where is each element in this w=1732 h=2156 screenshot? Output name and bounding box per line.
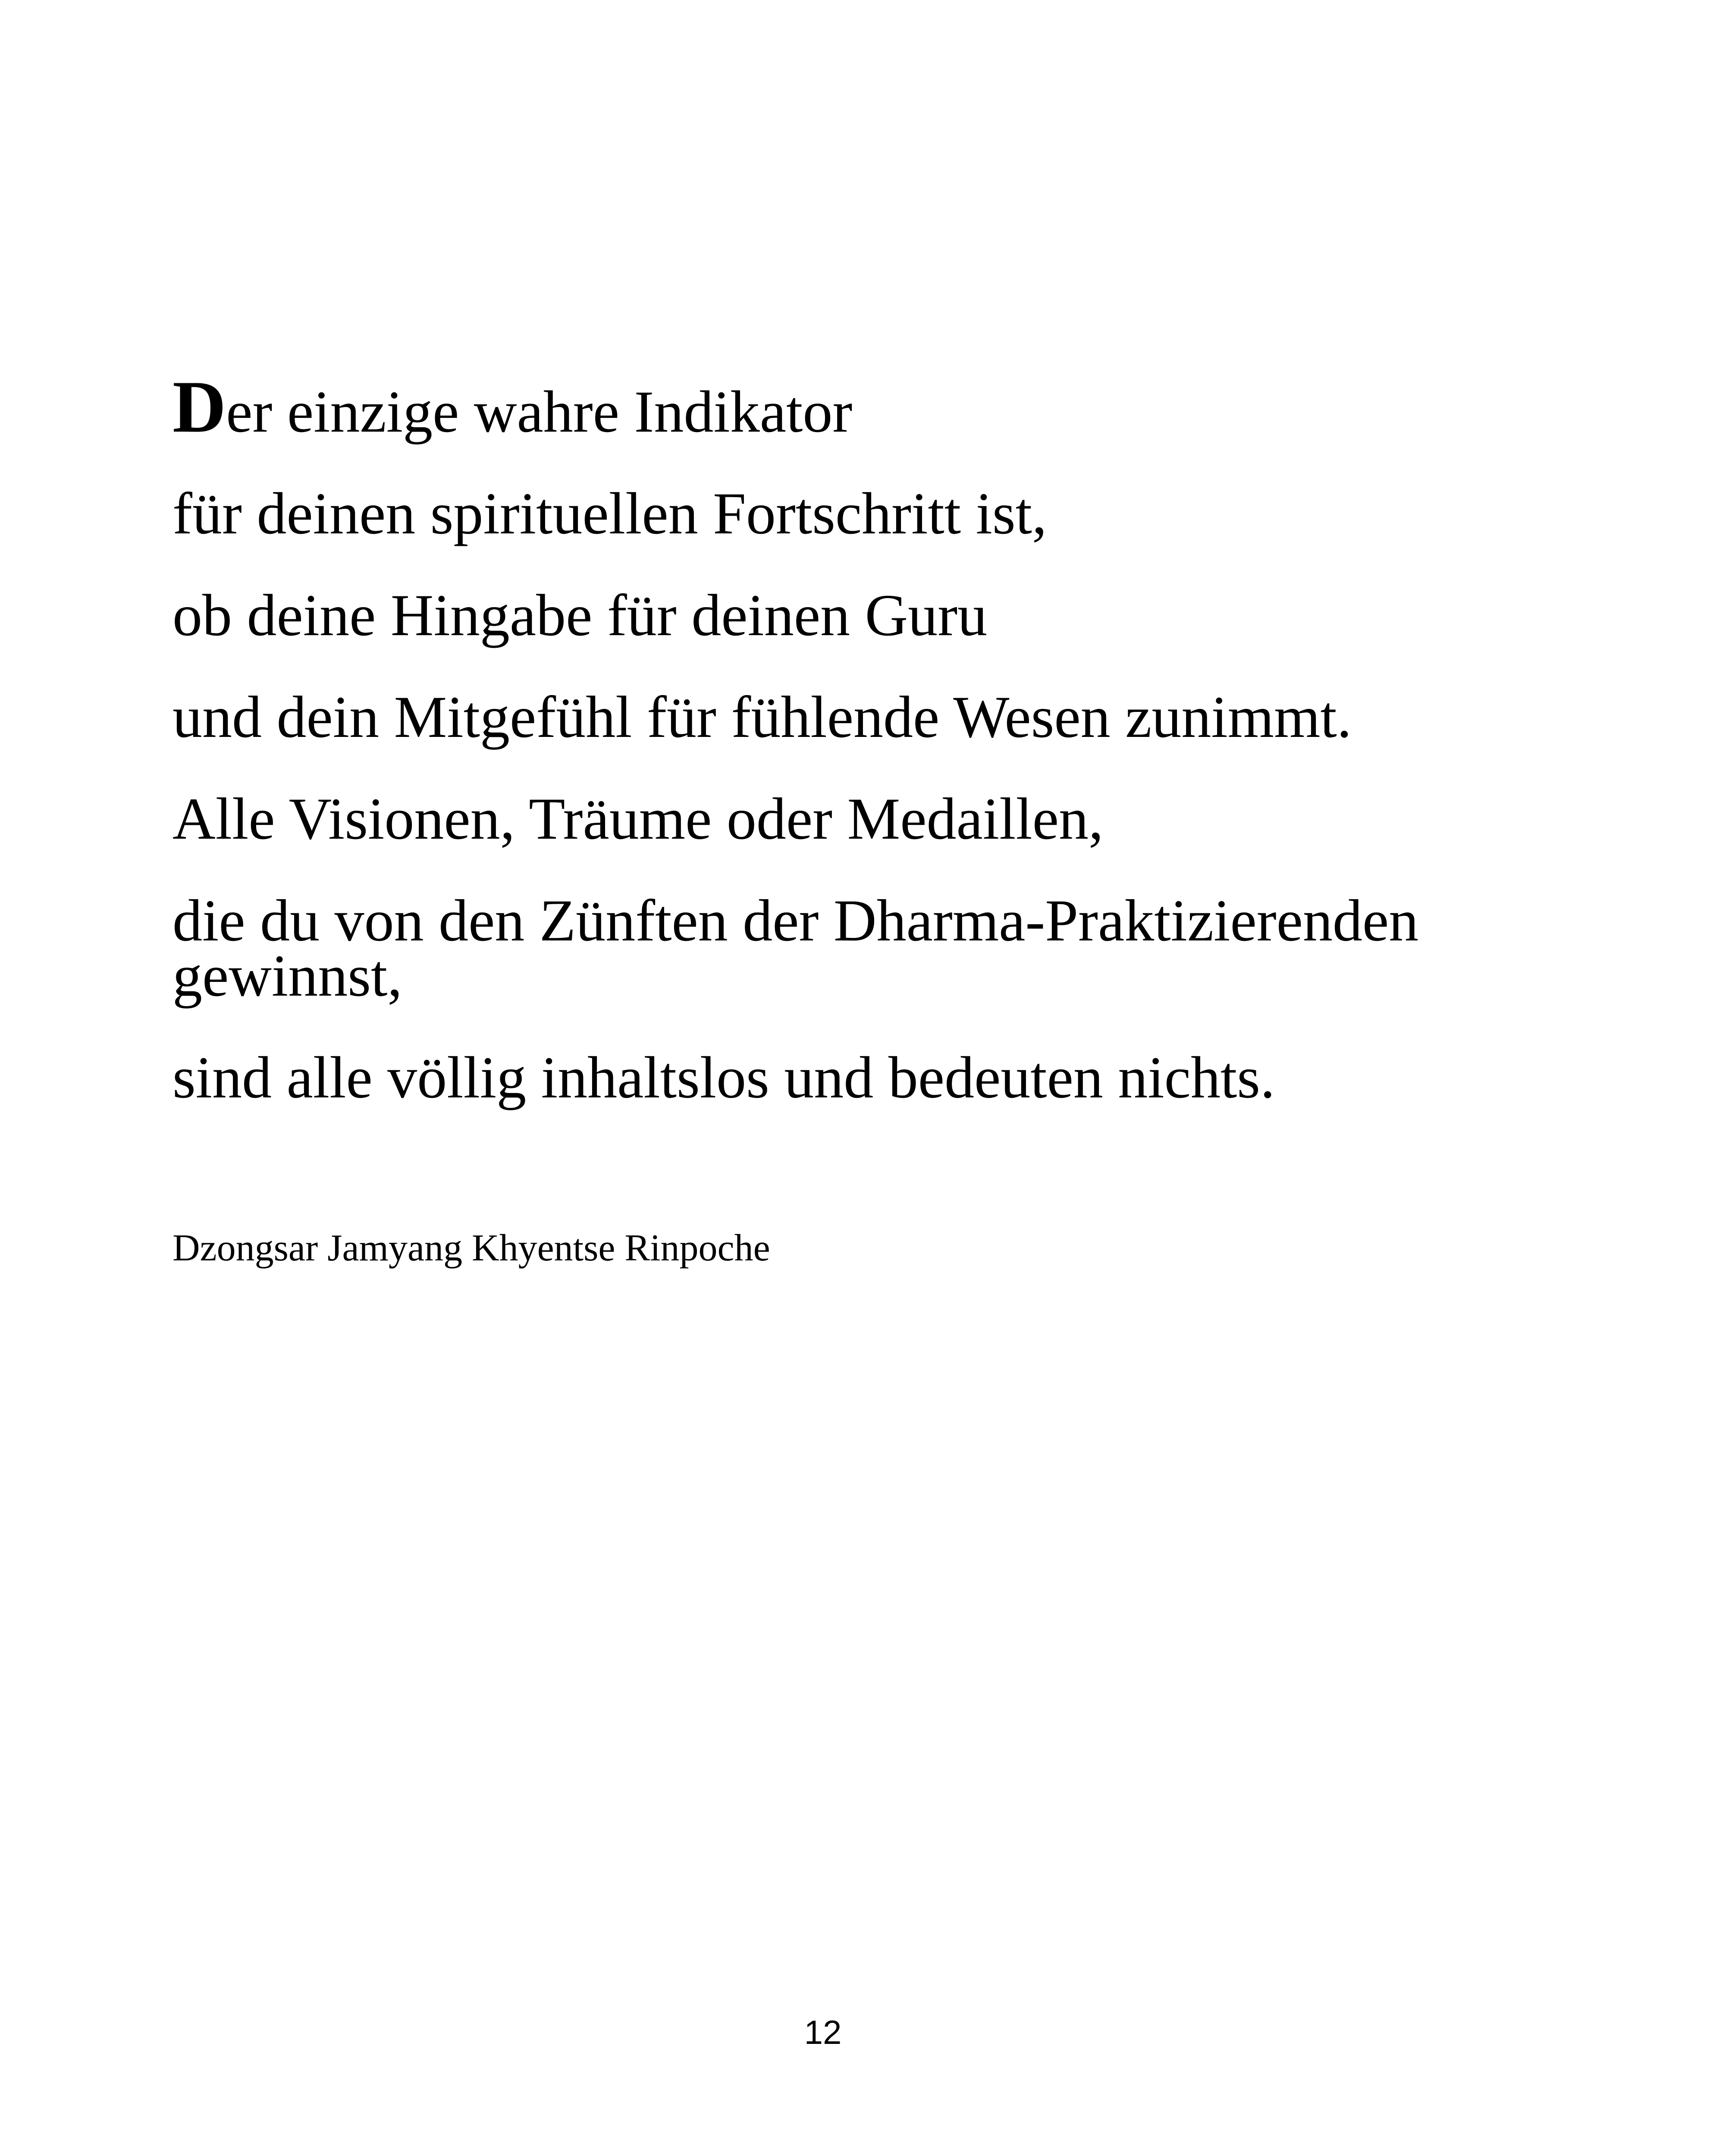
poem-line-7: sind alle völlig inhaltslos und bedeuten nichts. xyxy=(173,1044,1275,1110)
poem-line-3: ob deine Hingabe für deinen Guru xyxy=(173,582,988,648)
poem-line-1-text: er einzige wahre Indikator xyxy=(226,379,853,445)
poem-line-4: und dein Mitgefühl für fühlende Wesen zunimmt. xyxy=(173,684,1352,750)
poem-line-2: für deinen spirituellen Fortschritt ist, xyxy=(173,480,1047,546)
poem-block xyxy=(173,366,1596,1152)
page-number: 12 xyxy=(804,2013,842,2051)
attribution: Dzongsar Jamyang Khyentse Rinpoche xyxy=(173,1227,770,1269)
initial-letter: D xyxy=(173,366,226,448)
poem-line-5: Alle Visionen, Träume oder Medaillen, xyxy=(173,786,1104,852)
poem-line-1 xyxy=(173,366,1596,448)
poem-line-6: die du von den Zünften der Dharma-Praktizierenden gewinnst, xyxy=(173,887,1419,1009)
